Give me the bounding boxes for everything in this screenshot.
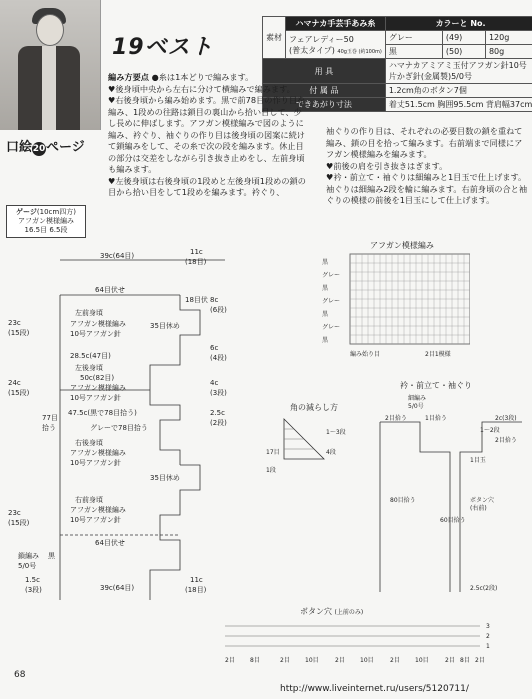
- svg-text:4c: 4c: [210, 379, 219, 387]
- svg-text:2目: 2目: [280, 657, 290, 664]
- svg-text:(3段): (3段): [25, 586, 42, 594]
- materials-table: 素材 ハマナカ手芸手あみ糸 カラーと No. フェアレディー50 (普太タイプ) 40g玉巻 (約100m) グレー (49) 120g 黒 (50) 80g 用 具 ハマナカアミアミ玉付アフガン針10号 片かぎ針(金属製)5/0号 付 属 品 1.2cm角のボタン7個 できあがり寸法 着丈51.5cm 胸囲95.5cm 背肩幅37cm: [262, 16, 532, 112]
- svg-text:17目: 17目: [266, 449, 280, 456]
- svg-text:アフガン模様編み: アフガン模様編み: [70, 449, 126, 457]
- svg-text:グレー: グレー: [322, 324, 341, 331]
- cover-reference: 口絵20ページ: [6, 140, 85, 155]
- svg-text:2目: 2目: [475, 657, 485, 664]
- svg-text:グレー: グレー: [322, 272, 341, 279]
- svg-text:アフガン模様編み: アフガン模様編み: [70, 384, 126, 392]
- svg-text:10号アフガン針: 10号アフガン針: [70, 459, 121, 467]
- svg-text:細編み: 細編み: [408, 395, 427, 402]
- svg-text:(6段): (6段): [210, 306, 227, 314]
- svg-text:アフガン模様編み: アフガン模様編み: [70, 506, 126, 514]
- corner-diagram: [264, 414, 364, 484]
- svg-text:2目: 2目: [225, 657, 235, 664]
- svg-text:2目拾う: 2目拾う: [385, 415, 407, 422]
- svg-text:1目玉: 1目玉: [470, 457, 486, 464]
- svg-text:グレーで78目拾う: グレーで78目拾う: [90, 424, 148, 432]
- svg-text:39c(64目): 39c(64目): [100, 584, 135, 592]
- svg-text:10号アフガン針: 10号アフガン針: [70, 394, 121, 402]
- svg-text:編み始り目: 編み始り目: [350, 351, 381, 358]
- svg-text:18目伏: 18目伏: [185, 296, 208, 304]
- svg-text:(15段): (15段): [8, 519, 30, 527]
- svg-text:(15段): (15段): [8, 329, 30, 337]
- collar-title: 衿・前立て・袖ぐり: [400, 381, 472, 390]
- svg-text:2目: 2目: [390, 657, 400, 664]
- svg-text:黒: 黒: [322, 259, 329, 266]
- svg-text:80目拾う: 80目拾う: [390, 497, 416, 504]
- svg-text:2.5c: 2.5c: [210, 409, 225, 417]
- svg-text:2.5c(2段): 2.5c(2段): [470, 585, 498, 592]
- model-photo: [0, 0, 101, 130]
- page-title: 19ベスト: [112, 35, 214, 60]
- svg-text:グレー: グレー: [322, 298, 341, 305]
- svg-text:10目: 10目: [305, 657, 319, 664]
- svg-text:64目伏せ: 64目伏せ: [95, 539, 125, 547]
- svg-text:5/0号: 5/0号: [408, 403, 424, 410]
- svg-text:23c: 23c: [8, 319, 21, 327]
- svg-text:2: 2: [486, 633, 490, 640]
- footer-url[interactable]: http://www.liveinternet.ru/users/5120711/: [280, 684, 469, 694]
- svg-text:10号アフガン針: 10号アフガン針: [70, 516, 121, 524]
- svg-text:2目拾う: 2目拾う: [495, 437, 517, 444]
- svg-text:2目: 2目: [445, 657, 455, 664]
- piece-right-back: 右後身頃: [75, 439, 103, 447]
- page-number: 68: [14, 670, 26, 680]
- schematic-top-width: 39c(64目): [100, 252, 135, 260]
- svg-text:35目休め: 35目休め: [150, 474, 180, 482]
- yarn-header: ハマナカ手芸手あみ糸: [286, 17, 386, 31]
- svg-text:10目: 10目: [360, 657, 374, 664]
- svg-text:28.5c(47目): 28.5c(47目): [70, 352, 111, 360]
- svg-text:黒: 黒: [322, 311, 329, 318]
- svg-text:(3段): (3段): [210, 389, 227, 397]
- corner-title: 角の減らし方: [290, 403, 338, 412]
- svg-text:23c: 23c: [8, 509, 21, 517]
- svg-text:64目伏せ: 64目伏せ: [95, 286, 125, 294]
- piece-left-back: 左後身頃: [75, 364, 103, 372]
- svg-text:47.5c(黒で78目拾う): 47.5c(黒で78目拾う): [68, 409, 137, 417]
- svg-text:50c(82目): 50c(82目): [80, 374, 115, 382]
- svg-text:ボタン穴: ボタン穴: [470, 497, 495, 504]
- svg-text:1〜3段: 1〜3段: [326, 429, 346, 436]
- afghan-chart: [320, 252, 470, 362]
- svg-text:1段: 1段: [266, 467, 276, 474]
- instructions-col2: 袖ぐりの作り目は、それぞれの必要目数の鎖を重ねて編み、鎖の目を拾って編みます。右前端まで同様にアフガン模様編みを編みます。 ♥前後の肩を引き抜きはぎます。 ♥衿・前立て・袖ぐりは細編みと1目玉で仕上げます。袖ぐりは細編み2段を輪に編みます。右前身頃の合と袖ぐりの模様の前後を1目玉にして仕上げます。: [326, 126, 528, 205]
- svg-text:(2段): (2段): [210, 419, 227, 427]
- svg-text:11c: 11c: [190, 248, 203, 256]
- color-header: カラーと No.: [385, 17, 532, 31]
- svg-text:(4段): (4段): [210, 354, 227, 362]
- svg-text:11c: 11c: [190, 576, 203, 584]
- svg-text:24c: 24c: [8, 379, 21, 387]
- gauge-box: ゲージ(10cm四方) アフガン模様編み 16.5目 6.5段: [6, 205, 86, 238]
- svg-text:60目拾う: 60目拾う: [440, 517, 466, 524]
- svg-text:黒: 黒: [322, 337, 329, 344]
- svg-text:6c: 6c: [210, 344, 219, 352]
- svg-text:(18目): (18目): [185, 586, 207, 594]
- piece-left-front: 左前身頃: [75, 309, 103, 317]
- instructions-col1: 編み方要点 ●糸は1本どりで編みます。 ♥後身頃中央から左右に分けて横編みで編みます。 ♥右後身頃から編み始めます。黒で前78目の作り目を編み、1段めの往路は鎖目の裏山から拾い目して、少し長めに伸ばします。アフガン模様編みで図のように編み、衿ぐり、袖ぐりの作り目は後身頃の図案に続けて鎖編みをして、その糸で次の段を編みます。休止目の部分は交差をしながら引き抜き止めをし、左前身頃も編みます。 ♥左後身頃は右後身頃の1段めと左後身頃1段めの鎖の目から拾い目をして1段めを編みます。衿ぐり、: [108, 72, 306, 197]
- svg-text:5/0号: 5/0号: [18, 562, 37, 570]
- svg-text:アフガン模様編み: アフガン模様編み: [70, 320, 126, 328]
- svg-text:2目: 2目: [335, 657, 345, 664]
- collar-diagram: [370, 392, 532, 602]
- materials-side-label: 素材: [263, 17, 286, 59]
- afghan-title: アフガン模様編み: [370, 241, 434, 250]
- svg-text:(15段): (15段): [8, 389, 30, 397]
- svg-text:2目1模様: 2目1模様: [425, 351, 451, 358]
- piece-right-front: 右前身頃: [75, 496, 103, 504]
- svg-text:35目休め: 35目休め: [150, 322, 180, 330]
- svg-text:1.5c: 1.5c: [25, 576, 40, 584]
- svg-text:(18目): (18目): [185, 258, 207, 266]
- buttonhole-diagram: [220, 618, 510, 668]
- svg-text:3: 3: [486, 623, 490, 630]
- svg-text:鎖編み: 鎖編み: [18, 552, 39, 560]
- svg-text:黒: 黒: [48, 552, 55, 560]
- svg-text:1: 1: [486, 643, 490, 650]
- svg-text:77目: 77目: [42, 414, 58, 422]
- svg-text:10号アフガン針: 10号アフガン針: [70, 330, 121, 338]
- svg-text:1〜2段: 1〜2段: [480, 427, 500, 434]
- svg-text:拾う: 拾う: [42, 424, 56, 432]
- svg-text:8目: 8目: [250, 657, 260, 664]
- svg-text:1目拾う: 1目拾う: [425, 415, 447, 422]
- svg-text:黒: 黒: [322, 285, 329, 292]
- svg-text:8目: 8目: [460, 657, 470, 664]
- svg-text:4段: 4段: [326, 449, 336, 456]
- buttonhole-title: ボタン穴 (上前のみ): [300, 607, 364, 616]
- svg-text:10目: 10目: [415, 657, 429, 664]
- svg-text:(右前): (右前): [470, 505, 487, 512]
- svg-text:2c(3段): 2c(3段): [495, 415, 517, 422]
- svg-text:8c: 8c: [210, 296, 219, 304]
- cover-number-badge: 20: [32, 144, 46, 154]
